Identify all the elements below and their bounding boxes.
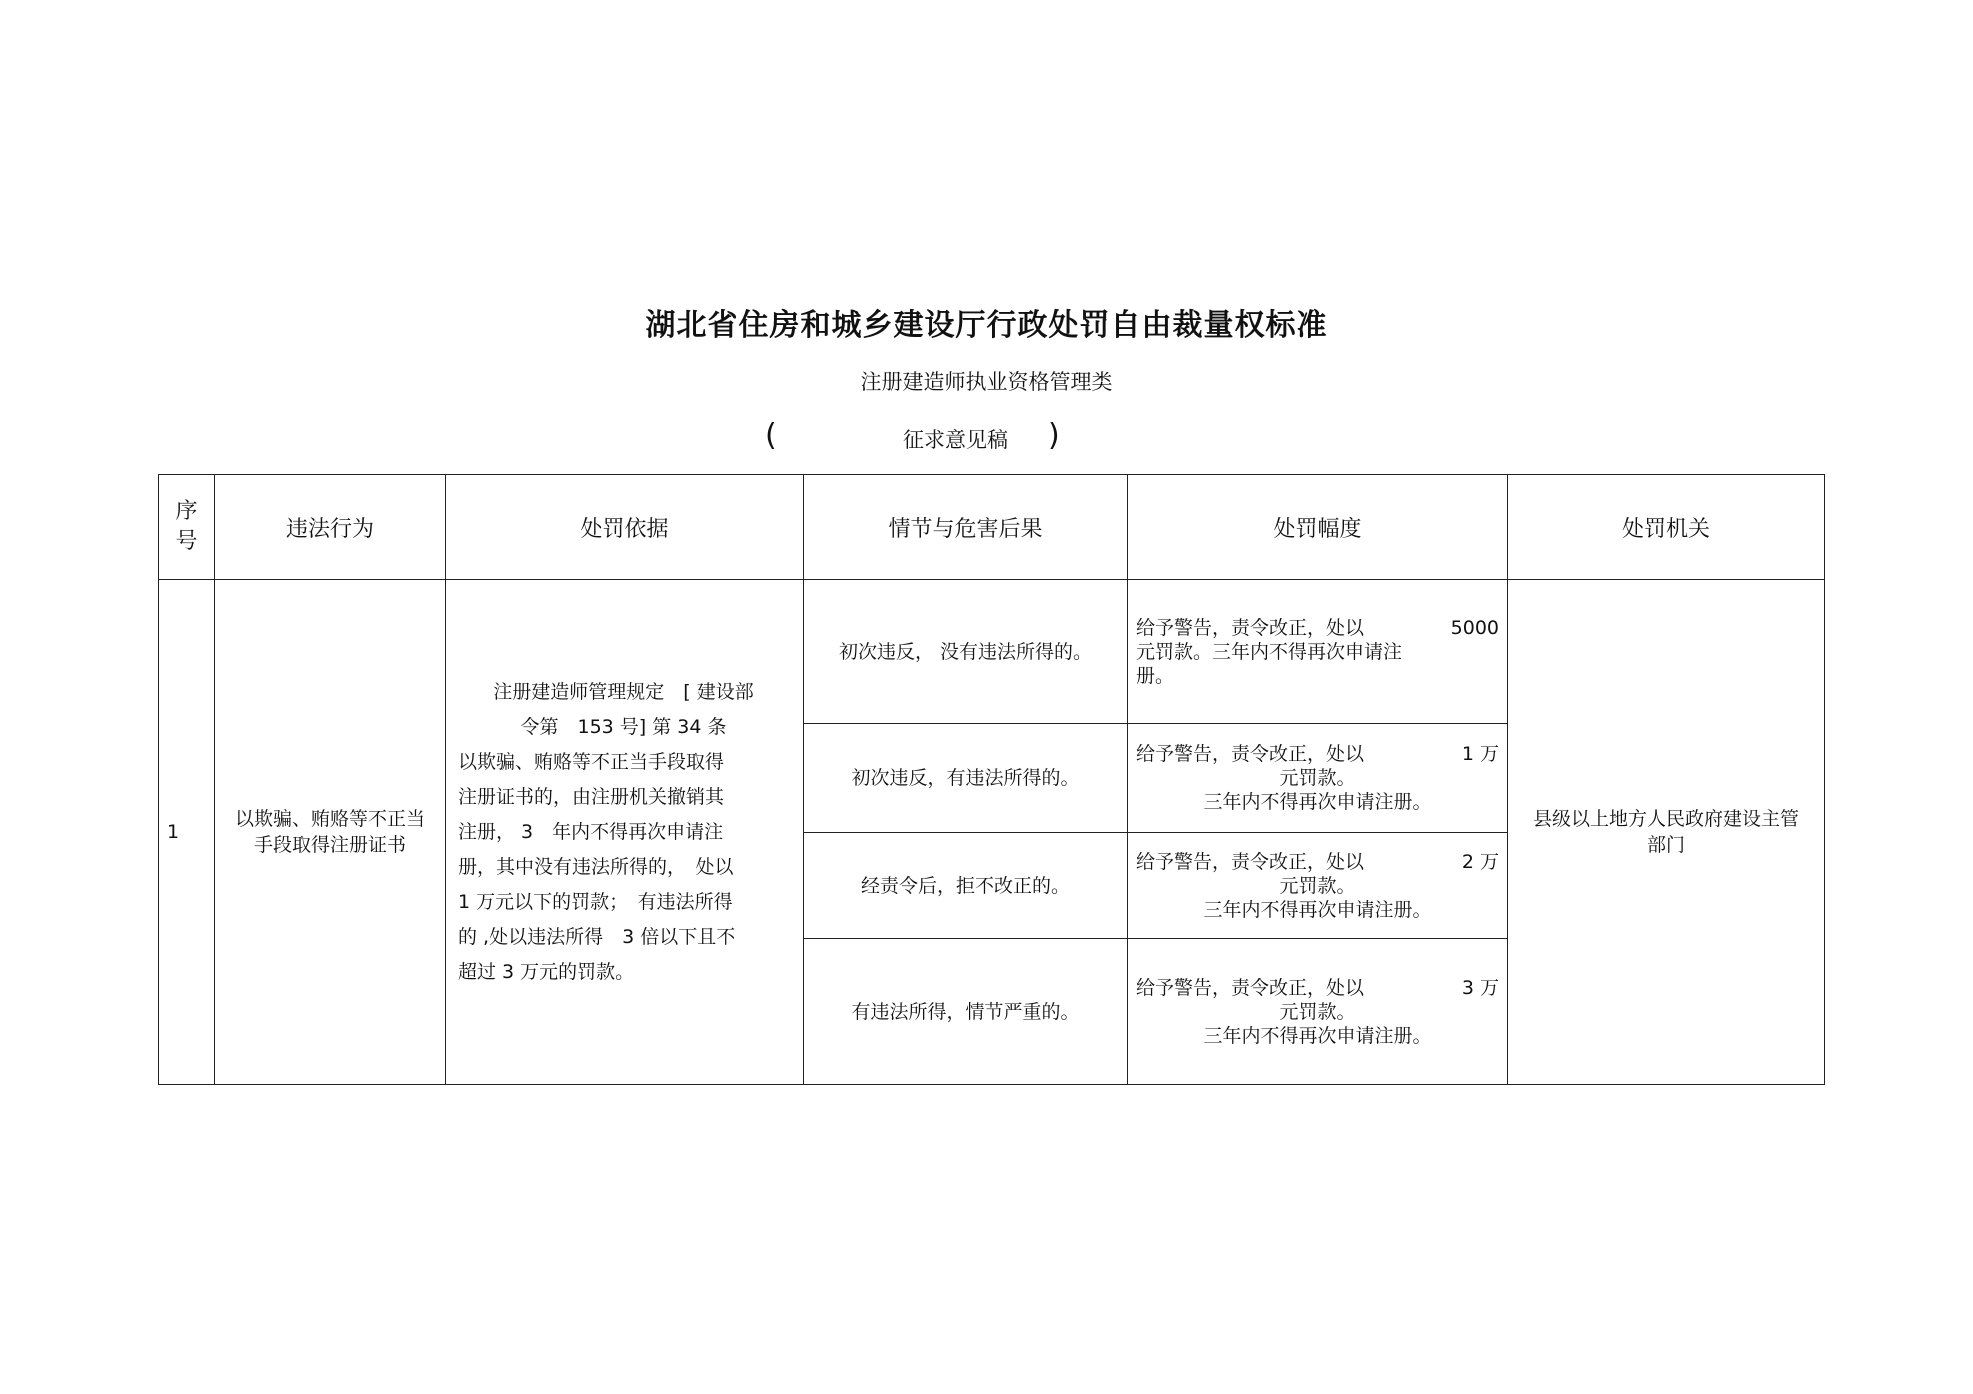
penalty-text: 给予警告，责令改正，处以 — [1136, 850, 1365, 873]
header-authority: 处罚机关 — [1508, 475, 1825, 580]
basis-line: 超过 3 万元的罚款。 — [458, 960, 635, 983]
basis-line: 1 万元以下的罚款； 有违法所得 — [458, 890, 733, 913]
basis-line: 的 ,处以违法所得 3 倍以下且不 — [458, 925, 736, 948]
penalty-amount: 2 万 — [1461, 850, 1499, 873]
penalty-line-2: 元罚款。三年内不得再次申请注 — [1136, 640, 1403, 663]
basis-head-line-2: 令第 153 号] 第 34 条 — [520, 715, 727, 738]
circumstance-cell: 有违法所得，情节严重的。 — [804, 939, 1128, 1085]
penalty-line-1 — [1136, 850, 1499, 874]
penalty-amount: 1 万 — [1461, 743, 1499, 765]
header-circumstance: 情节与危害后果 — [804, 475, 1128, 580]
circumstance-cell: 初次违反，有违法所得的。 — [804, 724, 1128, 833]
document-title: 湖北省住房和城乡建设厅行政处罚自由裁量权标准 — [645, 308, 1328, 343]
circumstance-cell: 初次违反， 没有违法所得的。 — [804, 580, 1128, 724]
table-row — [159, 580, 1825, 724]
basis-line: 注册证书的，由注册机关撤销其 — [458, 785, 725, 808]
header-seq — [159, 475, 215, 580]
header-violation: 违法行为 — [215, 475, 446, 580]
penalty-amount: 5000 — [1450, 616, 1499, 639]
circumstance-cell: 经责令后，拒不改正的。 — [804, 833, 1128, 939]
penalty-line-2: 元罚款。 — [1279, 1000, 1356, 1023]
penalty-line-1 — [1136, 976, 1499, 1000]
document-subtitle: 注册建造师执业资格管理类 — [860, 370, 1113, 394]
table-header-row — [159, 475, 1825, 580]
penalty-cell — [1128, 580, 1508, 724]
penalty-cell — [1128, 833, 1508, 939]
basis-head-line-1: 注册建造师管理规定 [ 建设部 — [493, 680, 754, 703]
penalty-cell — [1128, 939, 1508, 1085]
header-seq-line-1: 序 — [175, 499, 198, 524]
penalty-cell — [1128, 724, 1508, 833]
header-seq-line-2: 号 — [175, 529, 198, 554]
penalty-line-2: 元罚款。 — [1279, 874, 1356, 897]
penalty-line-1 — [1136, 742, 1499, 766]
penalty-text: 给予警告，责令改正，处以 — [1136, 976, 1365, 999]
row-seq: 1 — [159, 580, 215, 1085]
header-basis: 处罚依据 — [446, 475, 804, 580]
penalty-text: 给予警告，责令改正，处以 — [1136, 616, 1365, 639]
draft-close-paren: ) — [1048, 418, 1060, 453]
penalty-line-3: 三年内不得再次申请注册。 — [1203, 898, 1432, 921]
header-penalty: 处罚幅度 — [1128, 475, 1508, 580]
penalty-line-1 — [1136, 616, 1499, 640]
draft-label: 征求意见稿 — [903, 428, 1008, 452]
penalty-text: 给予警告，责令改正，处以 — [1136, 743, 1365, 765]
draft-notice — [765, 420, 1065, 456]
basis-line: 册，其中没有违法所得的， 处以 — [458, 855, 734, 878]
penalty-line-2: 元罚款。 — [1279, 767, 1356, 789]
row-authority: 县级以上地方人民政府建设主管部门 — [1508, 580, 1825, 1085]
basis-line: 以欺骗、贿赂等不正当手段取得 — [458, 750, 725, 773]
penalty-line-3: 册。 — [1136, 664, 1175, 687]
row-violation: 以欺骗、贿赂等不正当手段取得注册证书 — [215, 580, 446, 1085]
penalty-standard-table — [158, 474, 1825, 1085]
draft-open-paren: ( — [765, 418, 777, 453]
basis-line: 注册， 3 年内不得再次申请注 — [458, 820, 724, 843]
penalty-amount: 3 万 — [1461, 976, 1499, 999]
row-basis — [446, 580, 804, 1085]
penalty-line-3: 三年内不得再次申请注册。 — [1203, 791, 1432, 813]
penalty-line-3: 三年内不得再次申请注册。 — [1203, 1024, 1432, 1047]
